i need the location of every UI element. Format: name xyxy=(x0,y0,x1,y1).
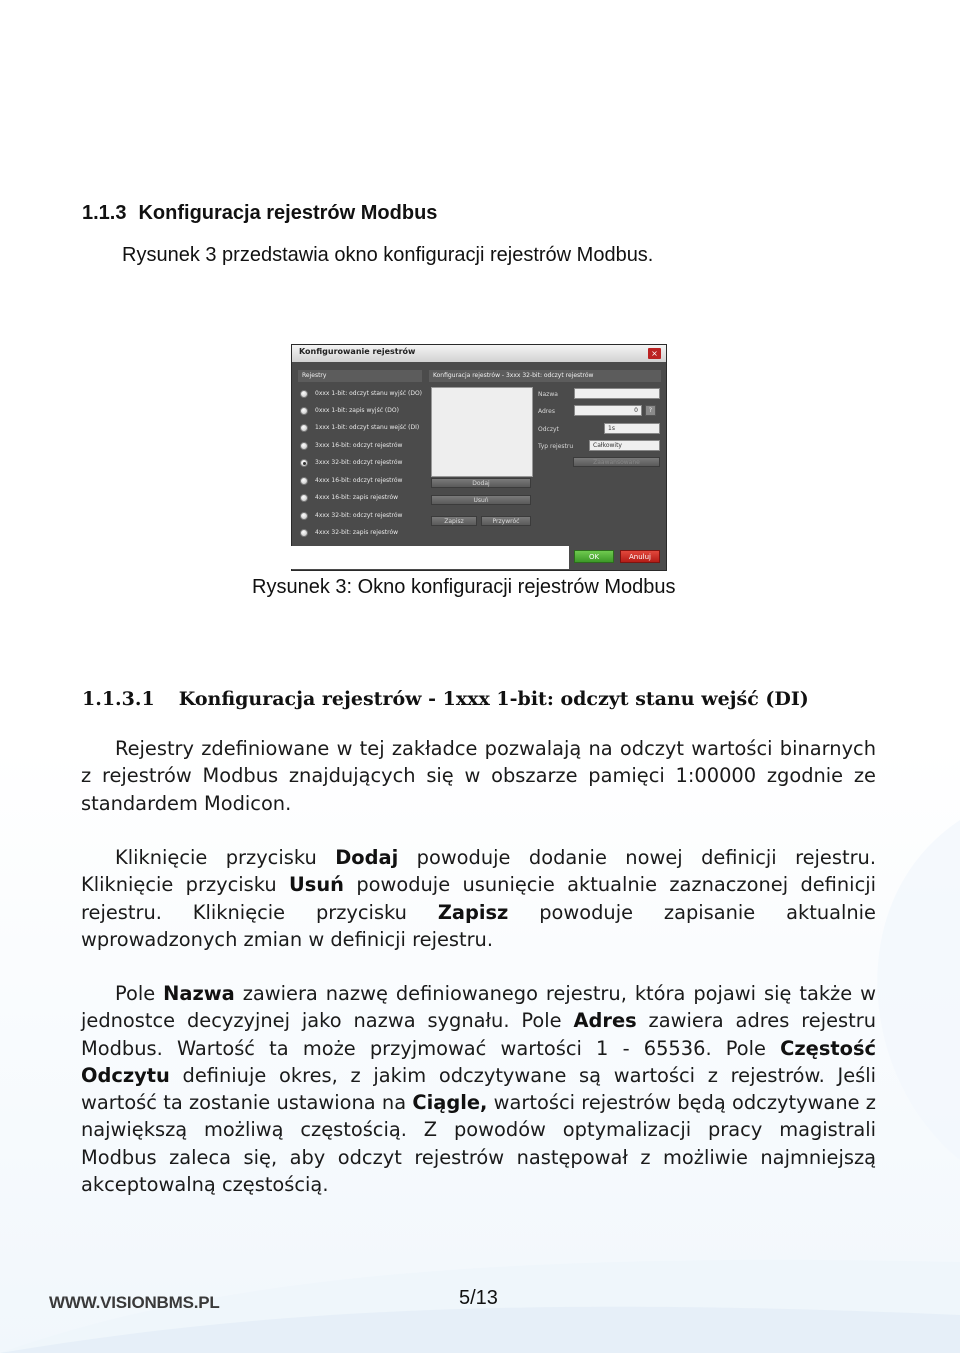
register-option[interactable]: 4xxx 16-bit: odczyt rejestrów xyxy=(300,475,480,487)
section-title: Konfiguracja rejestrów Modbus xyxy=(138,202,438,224)
registers-panel-header: Rejestry xyxy=(298,370,422,382)
paragraph-3: Pole Nazwa zawiera nazwę definiowanego rejestru, która pojawi się także w jednostce decyzyjnej jako nazwa sygnału. Pole Adres zawiera adres rejestru Modbus. Wartość ta może przyjmować wartości 1 - 65536. Pole Częstość Odczytu definiuje okres, z jakim odczytywane są wartości z rejestrów. Jeśli wartość ta zostanie ustawiona na Ciągle, wartości rejestrów będą odczytywane z największą możliwą częstością. Z powodów optymalizacji pracy magistrali Modbus zaleca się, aby odczyt rejestrów następował z możliwie najmniejszą akceptowalną częstością. xyxy=(81,982,876,1197)
figure-caption: Rysunek 3: Okno konfiguracji rejestrów Modbus xyxy=(252,576,676,598)
radio-icon xyxy=(300,529,308,537)
dialog-title: Konfigurowanie rejestrów xyxy=(299,347,416,356)
register-option-selected[interactable]: 3xxx 32-bit: odczyt rejestrów xyxy=(300,457,480,469)
section-number: 1.1.3 xyxy=(82,202,127,224)
register-option[interactable]: 0xxx 1-bit: odczyt stanu wyjść (DO) xyxy=(300,388,480,400)
remove-button[interactable]: Usuń xyxy=(431,495,531,505)
radio-icon xyxy=(300,512,308,520)
register-option[interactable]: 1xxx 1-bit: odczyt stanu wejść (DI) xyxy=(300,422,480,434)
remove-button-ref: Usuń xyxy=(289,873,344,897)
address-field-ref: Adres xyxy=(573,1009,637,1033)
type-label: Typ rejestru xyxy=(538,443,574,450)
radio-icon xyxy=(300,424,308,432)
radio-icon xyxy=(300,442,308,450)
save-button-ref: Zapisz xyxy=(437,900,509,924)
paragraph-1: Rejestry zdefiniowane w tej zakładce pozwalają na odczyt wartości binarnych z rejestrów Modbus znajdujących się w obszarze pamięci 1:00000 zgodnie ze standardem Modicon. xyxy=(81,737,876,815)
register-definitions-list[interactable] xyxy=(431,387,533,477)
subsection-number: 1.1.3.1 xyxy=(82,688,155,710)
page-number: 5/13 xyxy=(459,1287,498,1309)
paragraph-2: Kliknięcie przycisku Dodaj powoduje dodanie nowej definicji rejestru. Kliknięcie przycisku Usuń powoduje usunięcie aktualnie zaznaczonej definicji rejestru. Kliknięcie przycisku Zapisz powoduje zapisanie aktualnie wprowadzonych zmian w definicji rejestru. xyxy=(81,846,877,951)
add-button-ref: Dodaj xyxy=(335,846,399,869)
add-button[interactable]: Dodaj xyxy=(431,478,531,488)
radio-icon xyxy=(300,494,308,502)
address-input[interactable]: 0 xyxy=(574,405,642,416)
close-icon[interactable]: × xyxy=(648,348,661,359)
section-heading xyxy=(82,202,437,225)
advanced-button[interactable]: Zaawansowane xyxy=(573,457,660,467)
register-config-header: Konfiguracja rejestrów - 3xxx 32-bit: odczyt rejestrów xyxy=(429,370,661,382)
section-intro: Rysunek 3 przedstawia okno konfiguracji rejestrów Modbus. xyxy=(122,244,654,266)
name-field-ref: Nazwa xyxy=(163,982,235,1005)
register-option[interactable]: 4xxx 16-bit: zapis rejestrów xyxy=(300,492,480,504)
restore-button[interactable]: Przywróć xyxy=(481,516,531,526)
read-label: Odczyt xyxy=(538,426,559,433)
help-icon[interactable]: ? xyxy=(645,405,656,416)
subsection-title: Konfiguracja rejestrów - 1xxx 1-bit: odczyt stanu wejść (DI) xyxy=(178,688,809,710)
register-type-select[interactable]: Całkowity xyxy=(589,440,660,451)
register-option[interactable]: 4xxx 32-bit: zapis rejestrów xyxy=(300,527,480,539)
config-dialog-screenshot xyxy=(291,344,667,571)
save-button[interactable]: Zapisz xyxy=(431,516,477,526)
read-frequency-ref: Częstość Odczytu xyxy=(81,1036,876,1087)
radio-selected-icon xyxy=(300,459,308,467)
register-option[interactable]: 4xxx 32-bit: odczyt rejestrów xyxy=(300,510,480,522)
ok-button[interactable]: OK xyxy=(574,550,614,563)
radio-icon xyxy=(300,477,308,485)
cancel-button[interactable]: Anuluj xyxy=(620,550,660,563)
subsection-heading xyxy=(82,688,809,710)
continuous-ref: Ciągle, xyxy=(412,1091,488,1115)
footer-website: WWW.VISIONBMS.PL xyxy=(49,1293,220,1312)
address-label: Adres xyxy=(538,408,555,415)
radio-icon xyxy=(300,407,308,415)
name-label: Nazwa xyxy=(538,391,558,398)
radio-icon xyxy=(300,390,308,398)
register-option[interactable]: 0xxx 1-bit: zapis wyjść (DO) xyxy=(300,405,480,417)
read-frequency-select[interactable]: 1s xyxy=(604,423,660,434)
name-input[interactable] xyxy=(574,388,660,399)
register-option[interactable]: 3xxx 16-bit: odczyt rejestrów xyxy=(300,440,480,452)
dialog-titlebar xyxy=(292,345,666,362)
